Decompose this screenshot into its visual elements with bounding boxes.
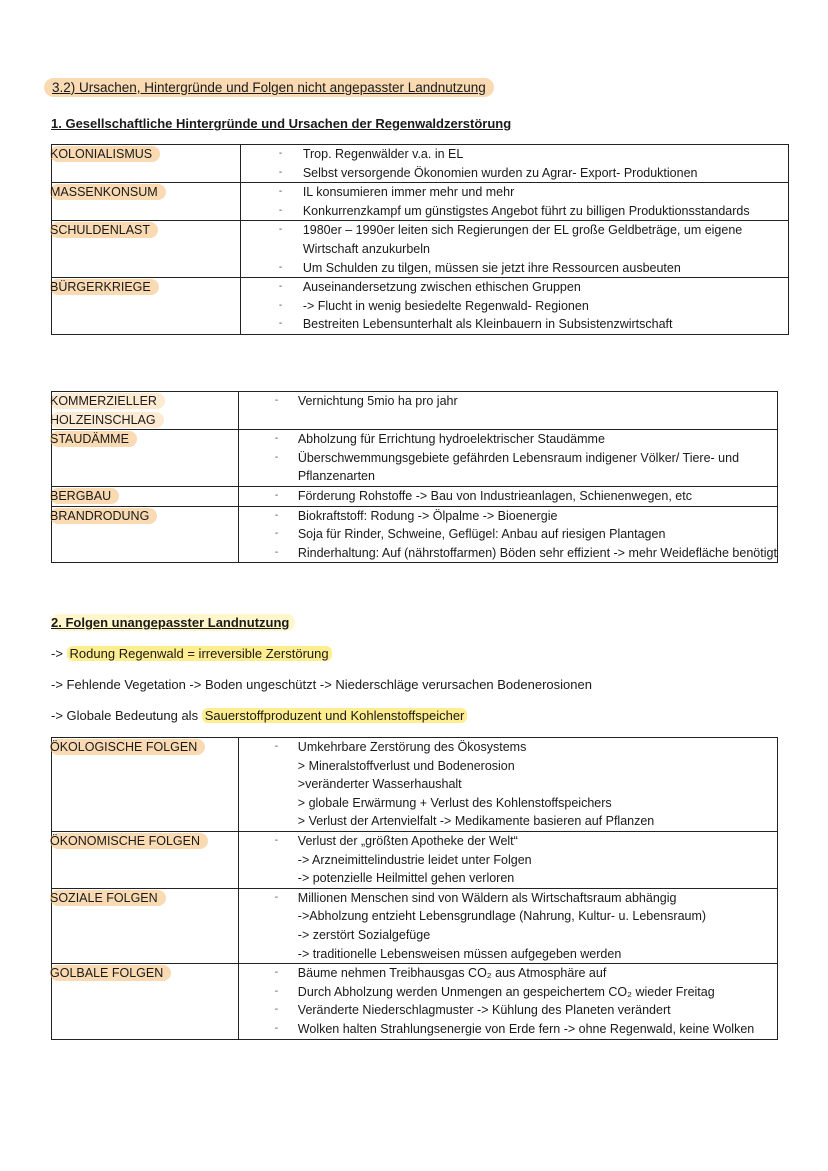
highlight-text: Sauerstoffproduzent und Kohlenstoffspeicher	[202, 708, 468, 723]
row-label: SOZIALE FOLGEN	[50, 890, 166, 906]
item-sub: -> potenzielle Heilmittel gehen verloren	[297, 871, 515, 886]
causes-table-2	[51, 391, 778, 563]
list-item: - Biokraftstoff: Rodung -> Ölpalme -> Bioenergie	[239, 507, 777, 526]
row-label: ÖKONOMISCHE FOLGEN	[50, 833, 208, 849]
list-item: - Rinderhaltung: Auf (nährstoffarmen) Böden sehr effizient -> mehr Weidefläche benötigt	[239, 544, 777, 563]
row-label: KOMMERZIELLER HOLZEINSCHLAG	[50, 393, 165, 428]
list-item: - IL konsumieren immer mehr und mehr	[241, 183, 788, 202]
list-item: - Bestreiten Lebensunterhalt als Kleinbauern in Subsistenzwirtschaft	[241, 315, 788, 334]
item-sub: >veränderter Wasserhaushalt	[297, 777, 462, 792]
table-row	[52, 888, 778, 963]
table-row	[52, 831, 778, 888]
list-item: - Selbst versorgende Ökonomien wurden zu Agrar- Export- Produktionen	[241, 164, 788, 183]
causes-table-1	[51, 144, 789, 335]
table-row	[52, 964, 778, 1039]
item-sub: -> Arzneimittelindustrie leidet unter Folgen	[297, 852, 532, 867]
row-label: STAUDÄMME	[50, 431, 137, 447]
item-sub: -> zerstört Sozialgefüge	[297, 927, 431, 942]
row-label: BRANDRODUNG	[50, 508, 157, 524]
section1-heading: 1. Gesellschaftliche Hintergründe und Ursachen der Regenwaldzerstörung	[51, 116, 512, 131]
table-row	[52, 506, 778, 563]
list-item: - Bäume nehmen Treibhausgas CO₂ aus Atmosphäre auf	[239, 964, 777, 983]
list-item: - Wolken halten Strahlungsenergie von Erde fern -> ohne Regenwald, keine Wolken	[239, 1020, 777, 1039]
list-item: - Soja für Rinder, Schweine, Geflügel: Anbau auf riesigen Plantagen	[239, 525, 777, 544]
item-sub: > globale Erwärmung + Verlust des Kohlenstoffspeichers	[297, 795, 612, 810]
item-sub: > Verlust der Artenvielfalt -> Medikamente basieren auf Pflanzen	[297, 814, 655, 829]
table-row	[52, 183, 789, 221]
table-row	[52, 392, 778, 430]
table-row	[52, 278, 789, 335]
consequence-line-2: -> Fehlende Vegetation -> Boden ungeschützt -> Niederschläge verursachen Bodenerosionen	[51, 677, 592, 692]
consequence-line-1	[51, 646, 332, 661]
section2-heading: 2. Folgen unangepasster Landnutzung	[51, 614, 295, 631]
table-row	[52, 738, 778, 832]
item-main: - Verlust der „größten Apotheke der Welt“	[297, 833, 518, 848]
list-item	[239, 832, 777, 888]
consequences-table	[51, 737, 778, 1040]
row-label: GOLBALE FOLGEN	[50, 965, 171, 981]
list-item	[239, 738, 777, 831]
item-sub: > Mineralstoffverlust und Bodenerosion	[297, 758, 515, 773]
table-row	[52, 145, 789, 183]
document-title: 3.2) Ursachen, Hintergründe und Folgen nicht angepasster Landnutzung	[44, 78, 494, 97]
list-item: - Veränderte Niederschlagmuster -> Kühlung des Planeten verändert	[239, 1001, 777, 1020]
row-label: BERGBAU	[50, 488, 119, 504]
list-item: - -> Flucht in wenig besiedelte Regenwald- Regionen	[241, 297, 788, 316]
list-item: - Förderung Rohstoffe -> Bau von Industrieanlagen, Schienenwegen, etc	[239, 487, 777, 506]
list-item: - Überschwemmungsgebiete gefährden Lebensraum indigener Völker/ Tiere- und Pflanzenarten	[239, 449, 777, 486]
item-sub: -> traditionelle Lebensweisen müssen aufgegeben werden	[297, 946, 622, 961]
table-row	[52, 486, 778, 506]
line-prefix: ->	[51, 646, 67, 661]
list-item: - Durch Abholzung werden Unmengen an gespeichertem CO₂ wieder Freitag	[239, 983, 777, 1002]
list-item: - Auseinandersetzung zwischen ethischen Gruppen	[241, 278, 788, 297]
row-label: MASSENKONSUM	[50, 184, 166, 200]
list-item: - Um Schulden zu tilgen, müssen sie jetzt ihre Ressourcen ausbeuten	[241, 259, 788, 278]
list-item: - Trop. Regenwälder v.a. in EL	[241, 145, 788, 164]
consequence-line-3	[51, 708, 467, 723]
row-label: KOLONIALISMUS	[50, 146, 160, 162]
line-prefix: -> Globale Bedeutung als	[51, 708, 202, 723]
item-main: - Umkehrbare Zerstörung des Ökosystems	[297, 740, 527, 754]
list-item: - 1980er – 1990er leiten sich Regierungen der EL große Geldbeträge, um eigene Wirtschaft anzukurbeln	[241, 221, 788, 258]
list-item: - Vernichtung 5mio ha pro jahr	[239, 392, 777, 411]
table-row	[52, 430, 778, 487]
table-row	[52, 221, 789, 278]
list-item: - Konkurrenzkampf um günstigstes Angebot führt zu billigen Produktionsstandards	[241, 202, 788, 221]
item-main: - Millionen Menschen sind von Wäldern als Wirtschaftsraum abhängig	[297, 890, 677, 905]
highlight-text: Rodung Regenwald = irreversible Zerstörung	[67, 646, 332, 661]
row-label: ÖKOLOGISCHE FOLGEN	[50, 739, 205, 755]
item-sub: ->Abholzung entzieht Lebensgrundlage (Nahrung, Kultur- u. Lebensraum)	[297, 909, 707, 924]
row-label: SCHULDENLAST	[50, 222, 158, 238]
row-label: BÜRGERKRIEGE	[50, 279, 159, 295]
list-item: - Abholzung für Errichtung hydroelektrischer Staudämme	[239, 430, 777, 449]
list-item	[239, 889, 777, 963]
